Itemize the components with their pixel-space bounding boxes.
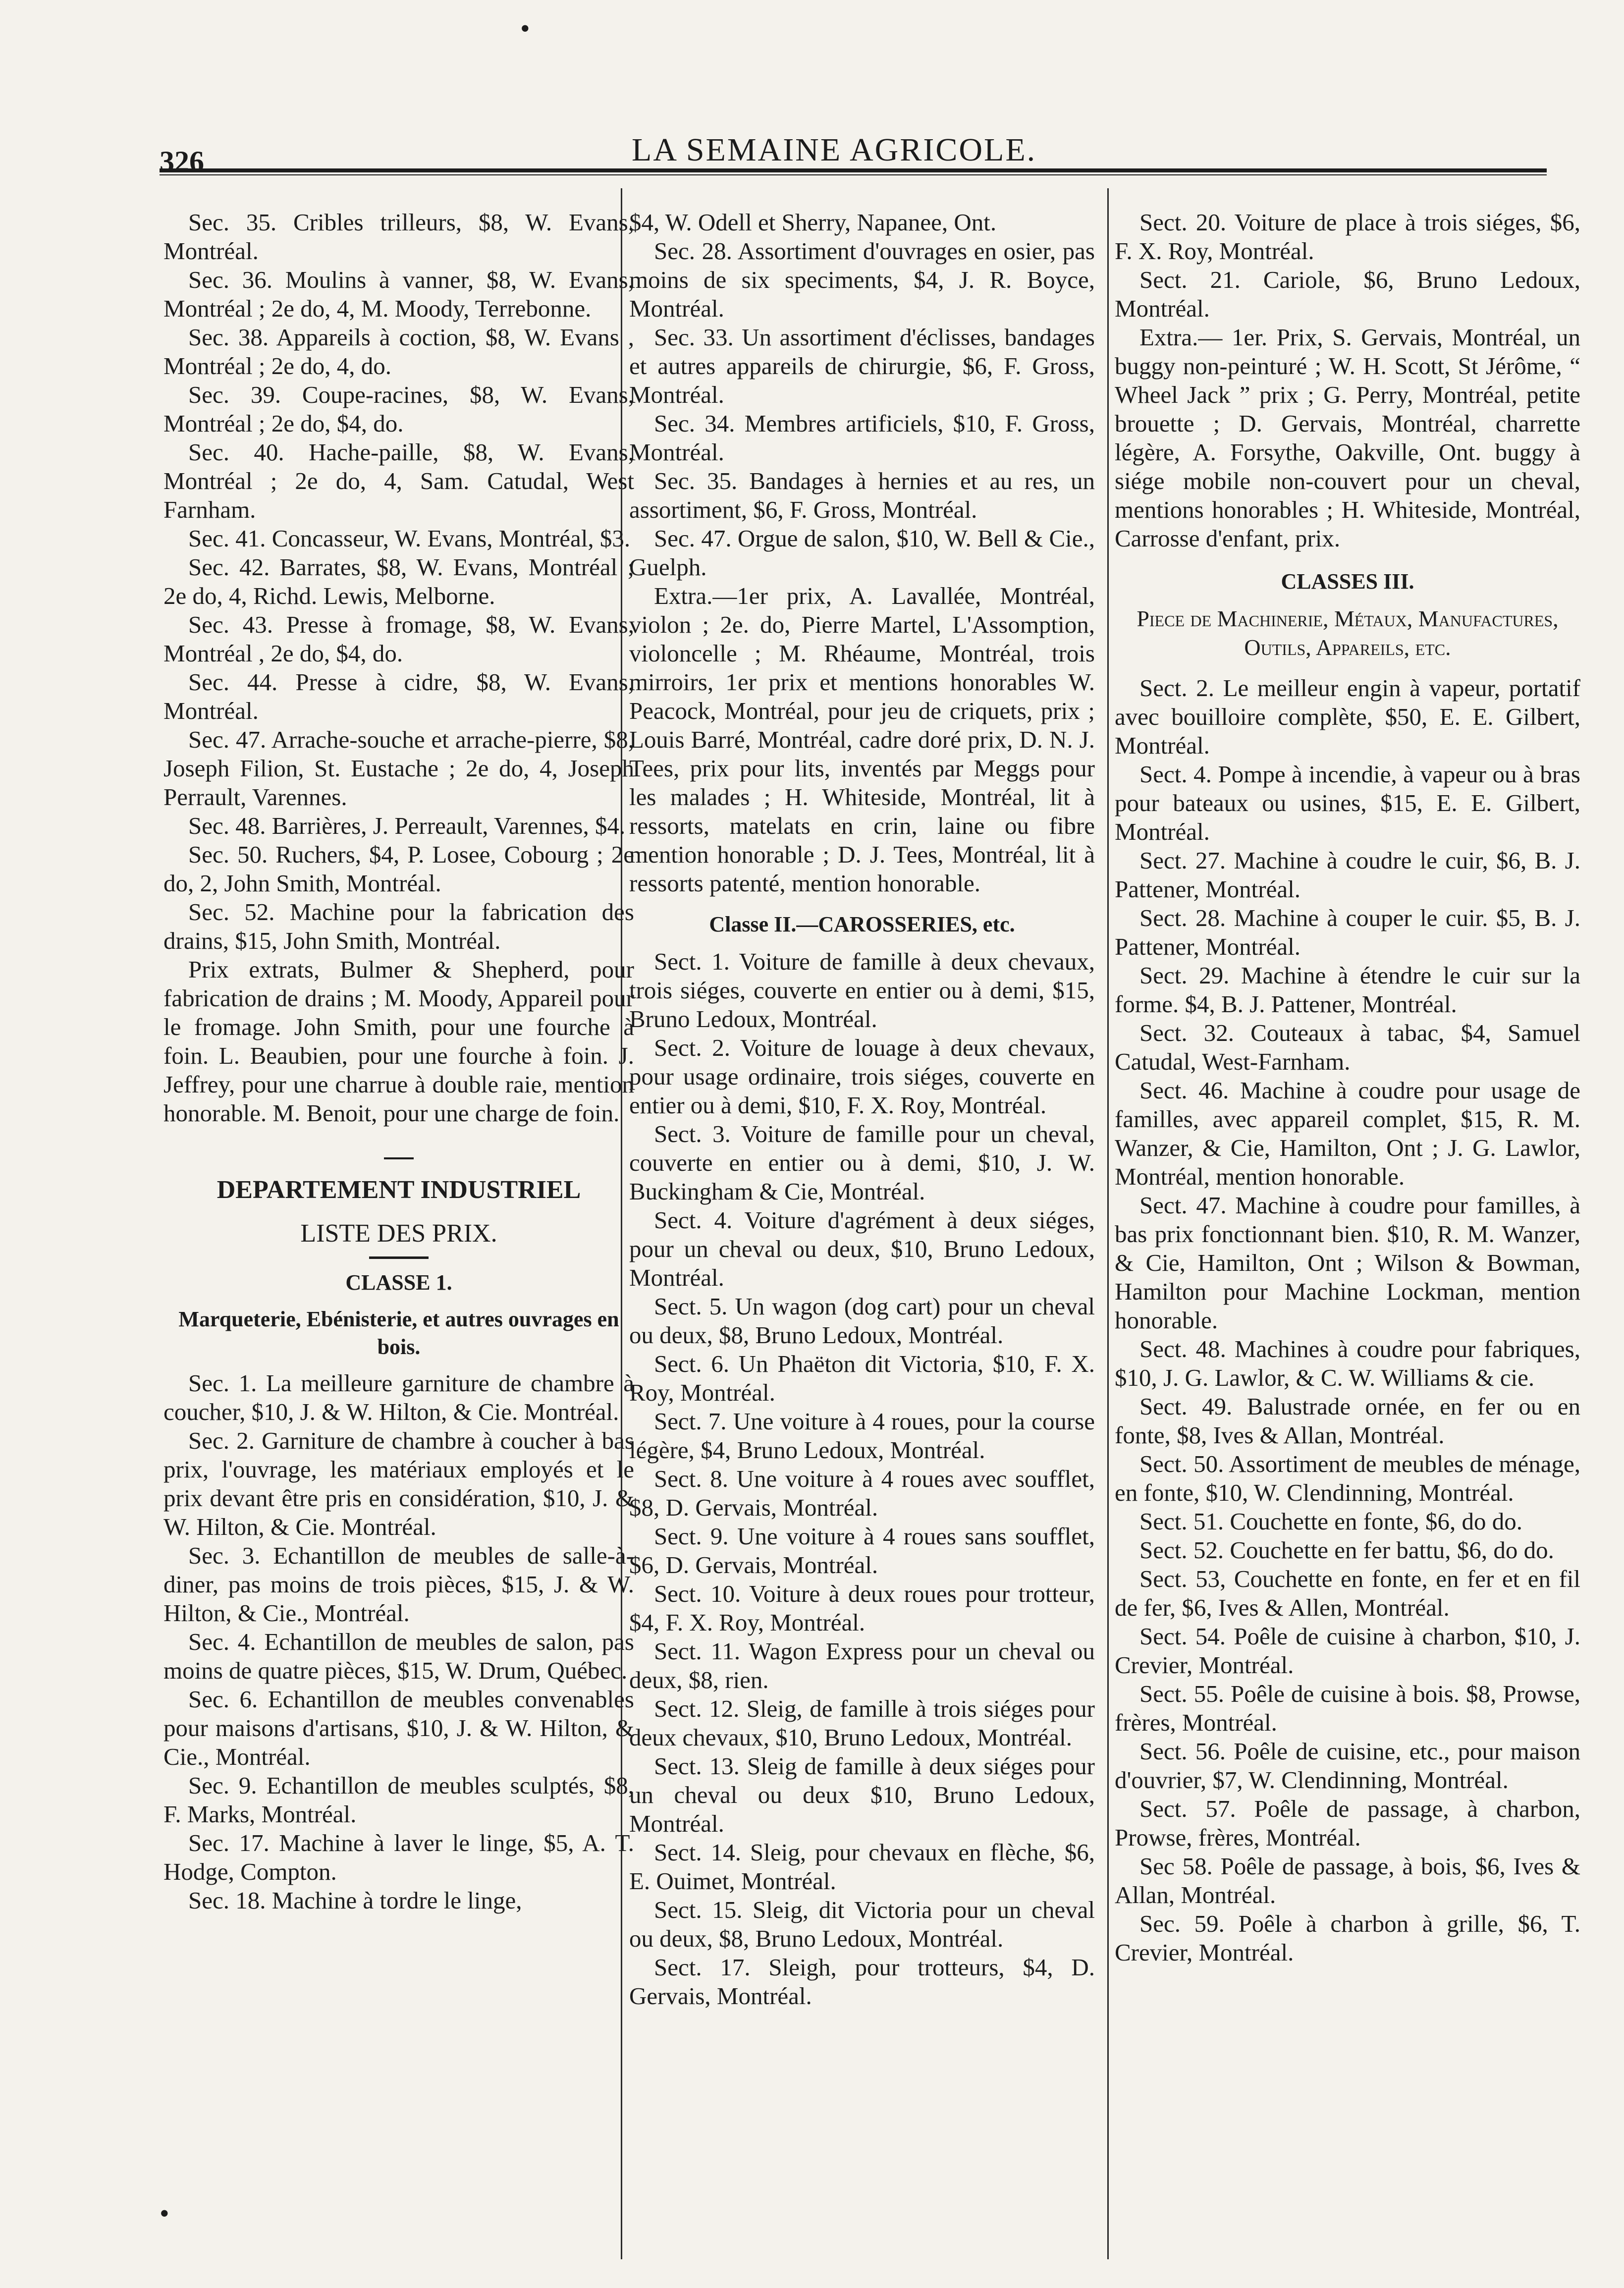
list-item: Sec. 40. Hache-paille, $8, W. Evans, Montréal ; 2e do, 4, Sam. Catudal, West Farnham. bbox=[163, 438, 634, 523]
list-item: Sec. 38. Appareils à coction, $8, W. Evans , Montréal ; 2e do, 4, do. bbox=[163, 324, 634, 380]
list-item: Sect. 14. Sleig, pour chevaux en flèche, $6, E. Ouimet, Montréal. bbox=[629, 1839, 1095, 1895]
list-item: Sect. 56. Poêle de cuisine, etc., pour maison d'ouvrier, $7, W. Clendinning, Montréal. bbox=[1115, 1738, 1580, 1794]
list-item: Sect. 21. Cariole, $6, Bruno Ledoux, Montréal. bbox=[1115, 266, 1580, 322]
list-item: Sect. 4. Voiture d'agrément à deux siéges, pour un cheval ou deux, $10, Bruno Ledoux, Montréal. bbox=[629, 1206, 1095, 1291]
list-item: Sec 58. Poêle de passage, à bois, $6, Ives & Allan, Montréal. bbox=[1115, 1852, 1580, 1908]
list-item: Sec. 48. Barrières, J. Perreault, Varennes, $4. bbox=[188, 812, 626, 839]
column-2 bbox=[629, 208, 1095, 2011]
list-item: Sec. 34. Membres artificiels, $10, F. Gross, Montréal. bbox=[629, 410, 1095, 466]
column-3 bbox=[1115, 208, 1580, 1967]
list-item: Sect. 52. Couchette en fer battu, $6, do do. bbox=[1139, 1536, 1554, 1564]
list-item: Sect. 57. Poêle de passage, à charbon, Prowse, frères, Montréal. bbox=[1115, 1795, 1580, 1851]
list-item: Sect. 48. Machines à coudre pour fabriques, $10, J. G. Lawlor, & C. W. Williams & cie. bbox=[1115, 1335, 1580, 1391]
list-item: Sect. 7. Une voiture à 4 roues, pour la course légère, $4, Bruno Ledoux, Montréal. bbox=[629, 1408, 1095, 1464]
list-item: Sect. 5. Un wagon (dog cart) pour un cheval ou deux, $8, Bruno Ledoux, Montréal. bbox=[629, 1293, 1095, 1349]
list-item: Sec. 59. Poêle à charbon à grille, $6, T. Crevier, Montréal. bbox=[1115, 1910, 1580, 1966]
department-title: DEPARTEMENT INDUSTRIEL bbox=[217, 1176, 581, 1204]
list-item: Sect. 6. Un Phaëton dit Victoria, $10, F. X. Roy, Montréal. bbox=[629, 1350, 1095, 1406]
list-item: Sect. 20. Voiture de place à trois siéges, $6, F. X. Roy, Montréal. bbox=[1115, 209, 1580, 265]
sub-heading: Marqueterie, Ebénisterie, et autres ouvrages en bois. bbox=[178, 1307, 619, 1359]
class-heading: CLASSES III. bbox=[1281, 569, 1414, 594]
column-1 bbox=[163, 208, 634, 1915]
class-heading: CLASSE 1. bbox=[345, 1270, 452, 1295]
list-item: Sect. 15. Sleig, dit Victoria pour un cheval ou deux, $8, Bruno Ledoux, Montréal. bbox=[629, 1896, 1095, 1952]
list-item: Sec. 35. Bandages à hernies et au res, un assortiment, $6, F. Gross, Montréal. bbox=[629, 467, 1095, 523]
list-item: Sect. 53, Couchette en fonte, en fer et en fil de fer, $6, Ives & Allen, Montréal. bbox=[1115, 1565, 1580, 1621]
page-number: 326 bbox=[160, 145, 204, 178]
list-item: Sec. 47. Arrache-souche et arrache-pierre, $8, Joseph Filion, St. Eustache ; 2e do, 4, Joseph Perrault, Varennes. bbox=[163, 726, 634, 811]
list-item: Sec. 9. Echantillon de meubles sculptés, $8, F. Marks, Montréal. bbox=[163, 1772, 634, 1828]
list-item: Sect. 47. Machine à coudre pour familles, à bas prix fonctionnant bien. $10, R. M. Wanzer, & Cie, Hamilton, Ont ; Wilson & Bowman, Hamilton pour Machine Lockman, mention honorable. bbox=[1115, 1192, 1580, 1334]
list-item: Sec. 18. Machine à tordre le linge, bbox=[188, 1887, 522, 1914]
list-item: Prix extrats, Bulmer & Shepherd, pour fabrication de drains ; M. Moody, Appareil pour le fromage. John Smith, pour une fourche à foin. L. Beaubien, pour une fourche à foin. J. Jeffrey, pour une charrue à double raie, mention honorable. M. Benoit, pour une charge de foin. bbox=[163, 956, 634, 1127]
list-item: Sec. 33. Un assortiment d'éclisses, bandages et autres appareils de chirurgie, $6, F. Gross, Montréal. bbox=[629, 324, 1095, 408]
list-item: Sec. 2. Garniture de chambre à coucher à bas prix, l'ouvrage, les matériaux employés et le prix devant être pris en considération, $10, J. & W. Hilton, & Cie. Montréal. bbox=[163, 1427, 634, 1540]
list-item: Sec. 36. Moulins à vanner, $8, W. Evans, Montréal ; 2e do, 4, M. Moody, Terrebonne. bbox=[163, 266, 634, 322]
ink-mark: • bbox=[520, 13, 530, 44]
list-item: Sec. 17. Machine à laver le linge, $5, A. T. Hodge, Compton. bbox=[163, 1829, 634, 1885]
list-item: Sect. 49. Balustrade ornée, en fer ou en fonte, $8, Ives & Allan, Montréal. bbox=[1115, 1393, 1580, 1449]
list-item: Sect. 28. Machine à couper le cuir. $5, B. J. Pattener, Montréal. bbox=[1115, 904, 1580, 960]
list-item: $4, W. Odell et Sherry, Napanee, Ont. bbox=[629, 209, 997, 236]
list-item: Sect. 54. Poêle de cuisine à charbon, $10, J. Crevier, Montréal. bbox=[1115, 1623, 1580, 1679]
list-item: Sect. 3. Voiture de famille pour un cheval, couverte en entier ou à demi, $10, J. W. Buckingham & Cie, Montréal. bbox=[629, 1120, 1095, 1205]
list-item: Sect. 11. Wagon Express pour un cheval ou deux, $8, rien. bbox=[629, 1637, 1095, 1693]
list-item: Extra.— 1er. Prix, S. Gervais, Montréal, un buggy non-peinturé ; W. H. Scott, St Jérôme, “ Wheel Jack ” prix ; G. Perry, Montréal, petite brouette ; D. Gervais, Montréal, charrette légère, A. Forsythe, Oakville, Ont. buggy à siége mobile non-couvert pour un cheval, mentions honorables ; H. Whiteside, Montréal, Carrosse d'enfant, prix. bbox=[1115, 324, 1580, 552]
list-item: Sec. 6. Echantillon de meubles convenables pour maisons d'artisans, $10, J. & W. Hilton, & Cie., Montréal. bbox=[163, 1686, 634, 1770]
list-item: Sec. 44. Presse à cidre, $8, W. Evans, Montréal. bbox=[163, 668, 634, 724]
class-description: Piece de Machinerie, Métaux, Manufactures, Outils, Appareils, etc. bbox=[1137, 606, 1559, 660]
list-item: Sec. 4. Echantillon de meubles de salon, pas moins de quatre pièces, $15, W. Drum, Québec. bbox=[163, 1628, 634, 1684]
list-item: Sect. 12. Sleig, de famille à trois siéges pour deux chevaux, $10, Bruno Ledoux, Montréal. bbox=[629, 1695, 1095, 1751]
list-item: Sec. 3. Echantillon de meubles de salle-à-diner, pas moins de trois pièces, $15, J. & W. Hilton, & Cie., Montréal. bbox=[163, 1542, 634, 1627]
list-title: LISTE DES PRIX. bbox=[300, 1219, 497, 1248]
list-item: Sect. 32. Couteaux à tabac, $4, Samuel Catudal, West-Farnham. bbox=[1115, 1019, 1580, 1075]
list-item: Sect. 8. Une voiture à 4 roues avec soufflet, $8, D. Gervais, Montréal. bbox=[629, 1465, 1095, 1521]
running-title: LA SEMAINE AGRICOLE. bbox=[632, 132, 1037, 168]
list-item: Extra.—1er prix, A. Lavallée, Montréal, violon ; 2e. do, Pierre Martel, L'Assomption, violoncelle ; M. Rhéaume, Montréal, trois mirroirs, 1er prix et mentions honorables W. Peacock, Montréal, pour jeu de criquets, prix ; Louis Barré, Montréal, cadre doré prix, D. N. J. Tees, prix pour lits, inventés par Meggs pour les malades ; H. Whiteside, Montréal, lit à ressorts, matelats en crin, laine ou fibre mention honorable ; D. J. Tees, Montréal, lit à ressorts patenté, mention honorable. bbox=[629, 582, 1095, 897]
list-item: Sect. 27. Machine à coudre le cuir, $6, B. J. Pattener, Montréal. bbox=[1115, 847, 1580, 903]
column-divider bbox=[1107, 188, 1109, 2259]
list-item: Sect. 29. Machine à étendre le cuir sur la forme. $4, B. J. Pattener, Montréal. bbox=[1115, 962, 1580, 1018]
title-rule bbox=[369, 1256, 429, 1259]
list-item: Sect. 1. Voiture de famille à deux chevaux, trois siéges, couverte en entier ou à demi, $15, Bruno Ledoux, Montréal. bbox=[629, 948, 1095, 1033]
list-item: Sect. 9. Une voiture à 4 roues sans soufflet, $6, D. Gervais, Montréal. bbox=[629, 1523, 1095, 1579]
list-item: Sect. 55. Poêle de cuisine à bois. $8, Prowse, frères, Montréal. bbox=[1115, 1680, 1580, 1736]
list-item: Sec. 42. Barrates, $8, W. Evans, Montréal ; 2e do, 4, Richd. Lewis, Melborne. bbox=[163, 553, 634, 609]
list-item: Sec. 28. Assortiment d'ouvrages en osier, pas moins de six speciments, $4, J. R. Boyce, Montréal. bbox=[629, 237, 1095, 322]
list-item: Sect. 46. Machine à coudre pour usage de familles, avec appareil complet, $15, R. M. Wanzer, & Cie, Hamilton, Ont ; J. G. Lawlor, Montréal, mention honorable. bbox=[1115, 1077, 1580, 1190]
list-item: Sec. 1. La meilleure garniture de chambre à coucher, $10, J. & W. Hilton, & Cie. Montréal. bbox=[163, 1369, 634, 1425]
list-item: Sect. 13. Sleig de famille à deux siéges pour un cheval ou deux $10, Bruno Ledoux, Montréal. bbox=[629, 1752, 1095, 1837]
list-item: Sec. 43. Presse à fromage, $8, W. Evans, Montréal , 2e do, $4, do. bbox=[163, 611, 634, 667]
list-item: Sect. 50. Assortiment de meubles de ménage, en fonte, $10, W. Clendinning, Montréal. bbox=[1115, 1450, 1580, 1506]
list-item: Sec. 50. Ruchers, $4, P. Losee, Cobourg ; 2e do, 2, John Smith, Montréal. bbox=[163, 841, 634, 897]
list-item: Sec. 47. Orgue de salon, $10, W. Bell & Cie., Guelph. bbox=[629, 525, 1095, 581]
ink-mark: • bbox=[160, 2198, 169, 2229]
list-item: Sect. 51. Couchette en fonte, $6, do do. bbox=[1139, 1508, 1522, 1535]
header-rule bbox=[160, 168, 1547, 175]
list-item: Sect. 2. Le meilleur engin à vapeur, portatif avec bouilloire complète, $50, E. E. Gilbert, Montréal. bbox=[1115, 674, 1580, 759]
section-divider bbox=[384, 1157, 414, 1159]
list-item: Sect. 17. Sleigh, pour trotteurs, $4, D. Gervais, Montréal. bbox=[629, 1954, 1095, 2010]
list-item: Sec. 41. Concasseur, W. Evans, Montréal, $3. bbox=[188, 525, 631, 552]
list-item: Sec. 52. Machine pour la fabrication des drains, $15, John Smith, Montréal. bbox=[163, 898, 634, 954]
list-item: Sect. 10. Voiture à deux roues pour trotteur, $4, F. X. Roy, Montréal. bbox=[629, 1580, 1095, 1636]
list-item: Sect. 4. Pompe à incendie, à vapeur ou à bras pour bateaux ou usines, $15, E. E. Gilbert, Montréal. bbox=[1115, 761, 1580, 845]
list-item: Sect. 2. Voiture de louage à deux chevaux, pour usage ordinaire, trois siéges, couverte en entier ou à demi, $10, F. X. Roy, Montréal. bbox=[629, 1034, 1095, 1119]
class-heading: Classe II.—CAROSSERIES, etc. bbox=[709, 912, 1015, 936]
list-item: Sec. 35. Cribles trilleurs, $8, W. Evans, Montréal. bbox=[163, 209, 634, 265]
list-item: Sec. 39. Coupe-racines, $8, W. Evans, Montréal ; 2e do, $4, do. bbox=[163, 381, 634, 437]
